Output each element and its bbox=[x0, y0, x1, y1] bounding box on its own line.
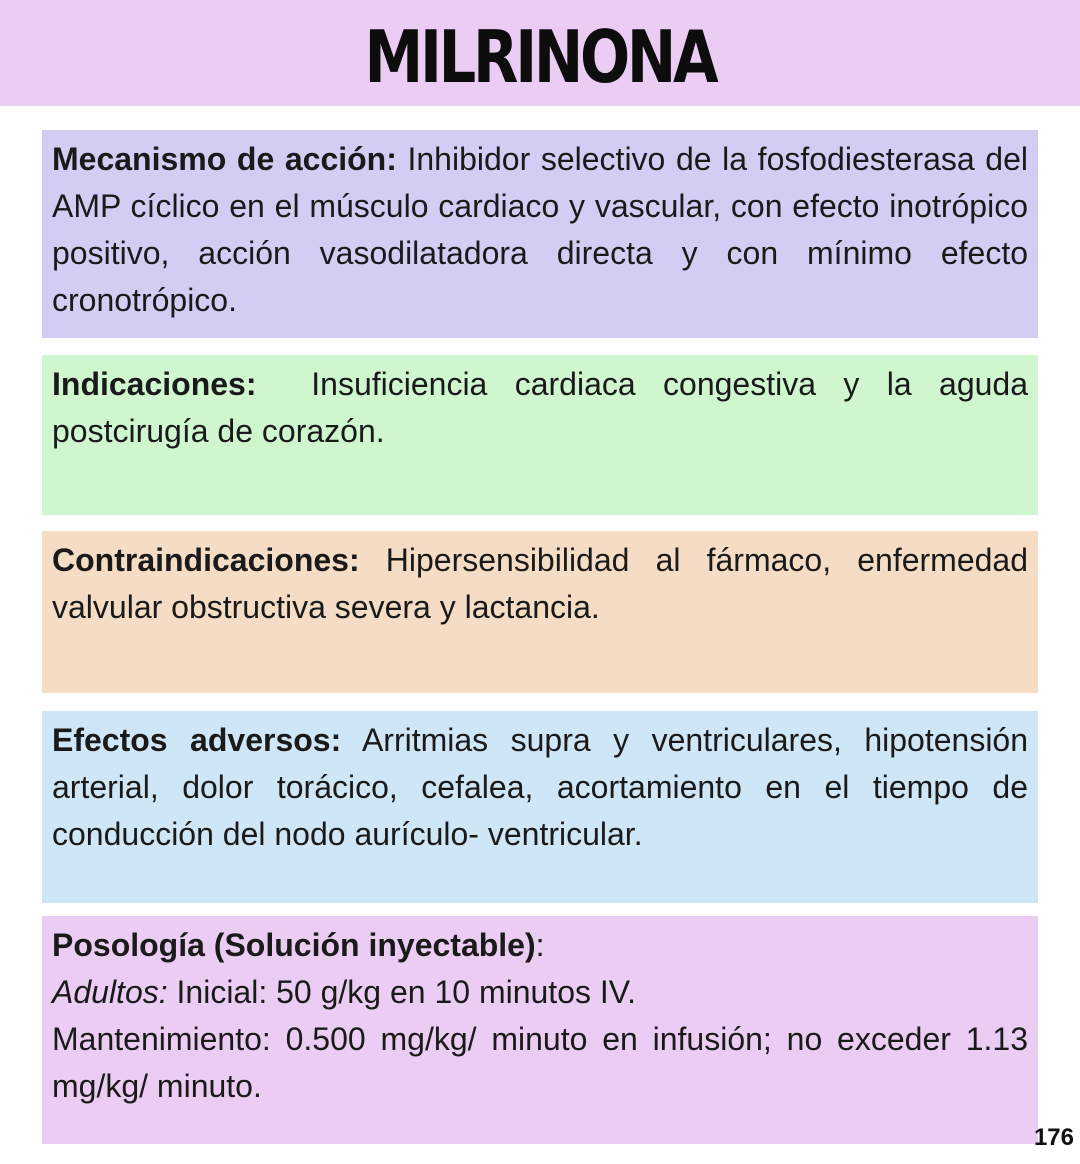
page-number: 176 bbox=[1033, 1124, 1074, 1151]
mechanism-section bbox=[42, 130, 1038, 338]
indications-paragraph bbox=[52, 361, 1028, 455]
dosage-label: Posología (Solución inyectable) bbox=[52, 927, 536, 963]
adverse-effects-label: Efectos adversos: bbox=[52, 722, 342, 758]
contraindications-label: Contraindicaciones: bbox=[52, 542, 360, 578]
dosage-colon: : bbox=[535, 927, 545, 963]
indications-text: Insuficiencia cardiaca congestiva y la aguda postcirugía de corazón. bbox=[52, 366, 1029, 449]
mechanism-paragraph bbox=[52, 136, 1028, 324]
indications-section bbox=[42, 355, 1038, 515]
indications-label: Indicaciones: bbox=[52, 366, 257, 402]
adverse-effects-paragraph bbox=[52, 717, 1028, 858]
mechanism-text: Inhibidor selectivo de la fosfodiesterasa del AMP cíclico en el músculo cardiaco y vascular, con efecto inotrópico positivo, acción vasodilatadora directa y con mínimo efecto cronotrópico. bbox=[52, 141, 1028, 318]
dosage-adults bbox=[52, 969, 1028, 1016]
dosage-heading bbox=[52, 922, 1028, 969]
adults-label: Adultos: bbox=[52, 974, 168, 1010]
contraindications-section bbox=[42, 531, 1038, 693]
contraindications-paragraph bbox=[52, 537, 1028, 631]
mechanism-label: Mecanismo de acción: bbox=[52, 141, 397, 177]
dosage-section bbox=[42, 916, 1038, 1144]
dosage-maintenance: Mantenimiento: 0.500 mg/kg/ minuto en infusión; no exceder 1.13 mg/kg/ minuto. bbox=[52, 1021, 1028, 1104]
contraindications-text: Hipersensibilidad al fármaco, enfermedad valvular obstructiva severa y lactancia. bbox=[52, 542, 1029, 625]
page-title: MILRINONA bbox=[364, 15, 716, 99]
adverse-effects-section bbox=[42, 711, 1038, 903]
adults-text: Inicial: 50 g/kg en 10 minutos IV. bbox=[176, 974, 637, 1010]
adverse-effects-text: Arritmias supra y ventriculares, hipotensión arterial, dolor torácico, cefalea, acortamiento en el tiempo de conducción del nodo aurículo- ventricular. bbox=[52, 722, 1029, 852]
title-band bbox=[0, 0, 1080, 106]
